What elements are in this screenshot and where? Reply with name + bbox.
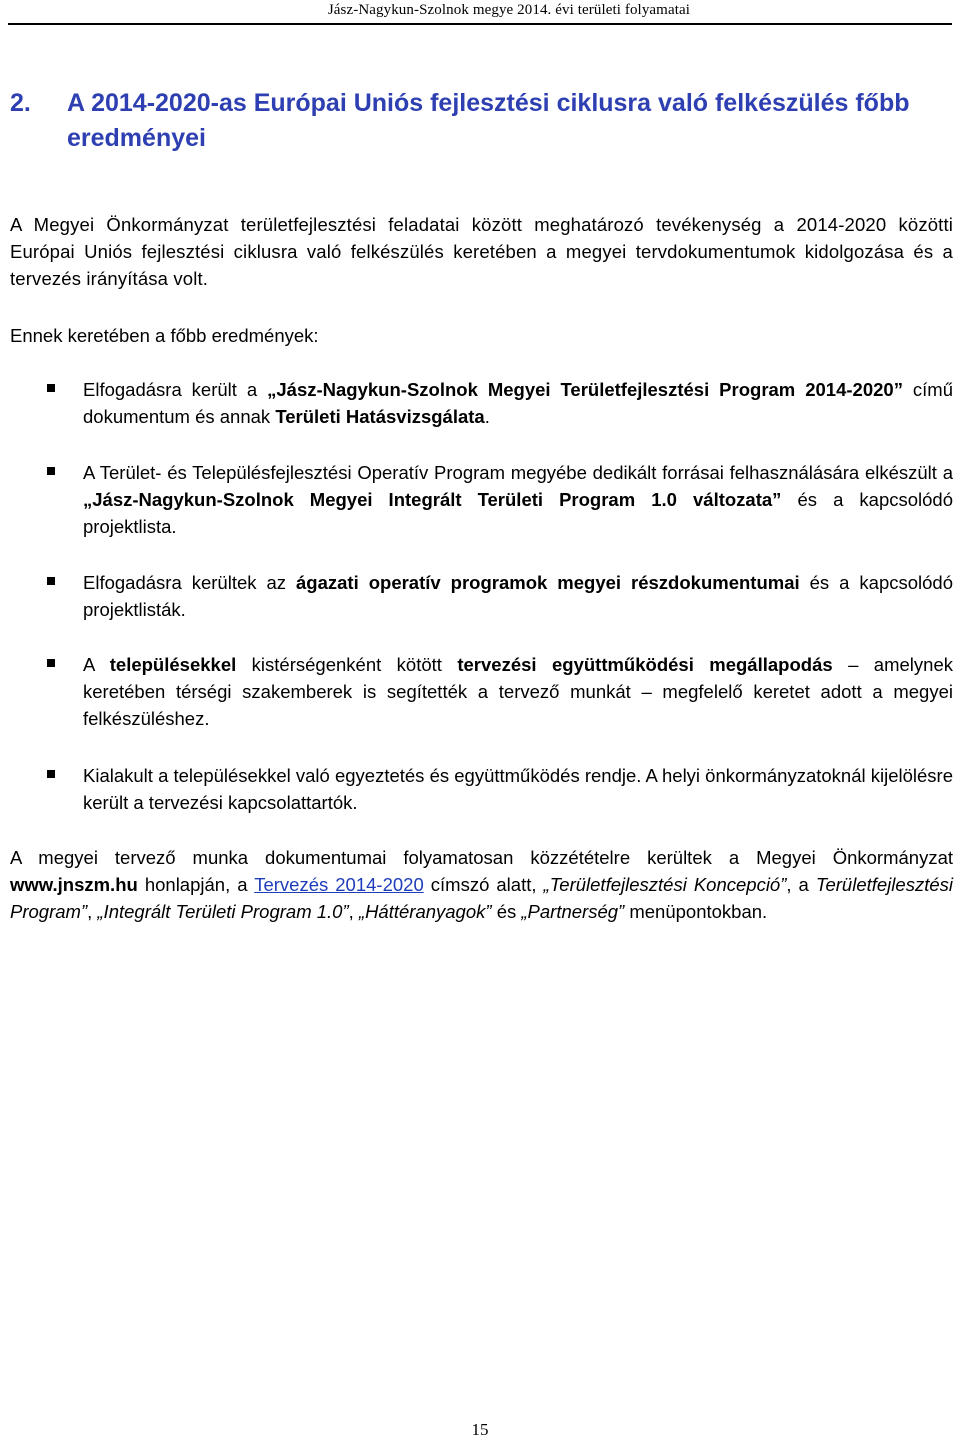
square-bullet-icon bbox=[47, 384, 55, 392]
list-item-text: A településekkel kistérségenként kötött tervezési együttműködési megállapodás – amelynek keretében térségi szakemberek is segítették a tervező munkát – megfelelő keretet adott a megyei felkészüléshez. bbox=[83, 654, 953, 729]
impact-assessment: Területi Hatásvizsgálata bbox=[275, 406, 485, 427]
tervezes-link[interactable]: Tervezés 2014-2020 bbox=[254, 874, 424, 895]
menu-item-program: Területfejlesztési Program” bbox=[10, 874, 953, 922]
menu-item-partnerseg: „Partnerség” bbox=[521, 901, 625, 922]
menu-item-itp: „Integrált Területi Program 1.0” bbox=[97, 901, 349, 922]
list-item-text: A Terület- és Településfejlesztési Operatív Program megyébe dedikált forrásai felhasználására elkészült a „Jász-Nagykun-Szolnok Megyei Integrált Területi Program 1.0 változata” és a kapcsolódó projektlista. bbox=[83, 462, 954, 537]
square-bullet-icon bbox=[47, 770, 55, 778]
results-intro: Ennek keretében a főbb eredmények: bbox=[10, 325, 319, 346]
section-heading bbox=[10, 86, 930, 156]
page-number: 15 bbox=[471, 1420, 489, 1439]
menu-item-koncepcio: „Területfejlesztési Koncepció” bbox=[543, 874, 787, 895]
square-bullet-icon bbox=[47, 659, 55, 667]
site-address: www.jnszm.hu bbox=[10, 874, 138, 895]
closing-paragraph: A megyei tervező munka dokumentumai folyamatosan közzétételre kerültek a Megyei Önkormányzat www.jnszm.hu honlapján, a Tervezés 2014-2020 címszó alatt, „Területfejlesztési Koncepció”, a Területfejlesztési Program”, „Integrált Területi Program 1.0”, „Háttéranyagok” és „Partnerség” menüpontokban. bbox=[10, 847, 953, 922]
header-title: Jász-Nagykun-Szolnok megye 2014. évi területi folyamatai bbox=[327, 2, 690, 18]
program-name: Jász-Nagykun-Szolnok Megyei Integrált Területi Program 1.0 változata bbox=[92, 489, 773, 510]
menu-item-hatteranyagok: „Háttéranyagok” bbox=[358, 901, 492, 922]
square-bullet-icon bbox=[47, 577, 55, 585]
list-item-text: Elfogadásra került a „Jász-Nagykun-Szolnok Megyei Területfejlesztési Program 2014-2020” című dokumentum és annak Területi Hatásvizsgálata. bbox=[83, 379, 953, 427]
square-bullet-icon bbox=[47, 467, 55, 475]
section-title: A 2014-2020-as Európai Uniós fejlesztési ciklusra való felkészülés főbb eredményei bbox=[67, 89, 910, 152]
list-item-text: Kialakult a településekkel való egyeztetés és együttműködés rendje. A helyi önkormányzatoknál kijelölésre került a tervezési kapcsolattartók. bbox=[83, 765, 953, 813]
section-number: 2. bbox=[10, 89, 31, 117]
program-name: Jász-Nagykun-Szolnok Megyei Területfejlesztési Program 2014-2020 bbox=[276, 379, 894, 400]
header-rule bbox=[8, 23, 952, 25]
list-item-text: Elfogadásra kerültek az ágazati operatív programok megyei részdokumentumai és a kapcsolódó projektlisták. bbox=[83, 572, 954, 620]
page-header bbox=[0, 0, 960, 22]
intro-paragraph: A Megyei Önkormányzat területfejlesztési feladatai között meghatározó tevékenység a 2014-2020 közötti Európai Uniós fejlesztési ciklusra való felkészülés keretében a megyei tervdokumentumok kidolgozása és a tervezés irányítása volt. bbox=[10, 214, 953, 289]
